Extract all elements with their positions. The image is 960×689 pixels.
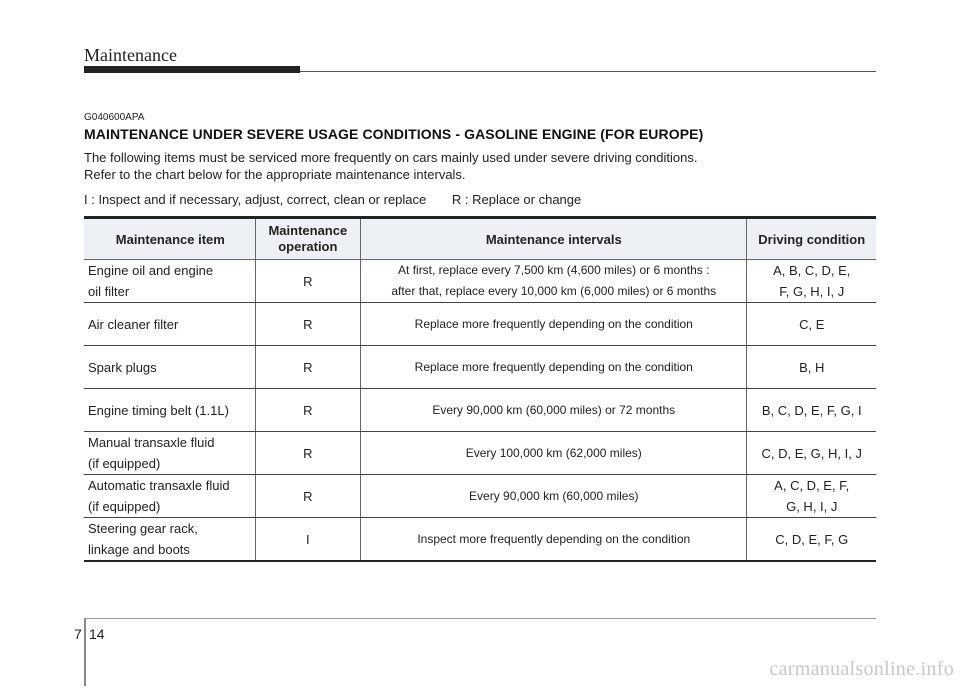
intro-line: Refer to the chart below for the appropriate maintenance intervals. (84, 167, 466, 182)
cell-item (84, 518, 255, 562)
cell-interval (361, 475, 747, 518)
cell-item (84, 475, 255, 518)
header-bar (84, 66, 300, 73)
maintenance-table (84, 216, 876, 562)
legend-inspect: I : Inspect and if necessary, adjust, correct, clean or replace (84, 192, 427, 207)
cell-condition-line: A, B, C, D, E, (773, 263, 851, 278)
cell-interval-line: At first, replace every 7,500 km (4,600 miles) or 6 months : (398, 263, 710, 277)
table-row (84, 346, 876, 389)
page-header-title: Maintenance (84, 45, 177, 65)
cell-item-line: Steering gear rack, (88, 521, 198, 536)
cell-operation: R (255, 432, 360, 475)
table-body (84, 260, 876, 562)
footer-rule (84, 618, 876, 619)
cell-interval (361, 389, 747, 432)
cell-operation: I (255, 518, 360, 562)
cell-interval (361, 518, 747, 562)
footer-divider (84, 618, 86, 686)
cell-condition-line: G, H, I, J (786, 499, 838, 514)
cell-item (84, 346, 255, 389)
cell-interval-line: Replace more frequently depending on the condition (414, 359, 693, 374)
cell-item-line: Automatic transaxle fluid (88, 478, 230, 493)
cell-operation: R (255, 346, 360, 389)
cell-condition (747, 389, 876, 432)
table-row (84, 303, 876, 346)
header-driving-condition: Driving condition (747, 218, 876, 260)
section-title: MAINTENANCE UNDER SEVERE USAGE CONDITIONS - GASOLINE ENGINE (FOR EUROPE) (84, 126, 704, 142)
cell-condition-line: A, C, D, E, F, (774, 478, 850, 493)
table-row (84, 475, 876, 518)
cell-interval (361, 432, 747, 475)
header-line: operation (278, 239, 338, 254)
cell-item (84, 432, 255, 475)
legend (84, 192, 581, 207)
cell-operation: R (255, 389, 360, 432)
header-maintenance-intervals: Maintenance intervals (361, 218, 747, 260)
cell-condition (747, 346, 876, 389)
intro-text (84, 149, 864, 183)
cell-condition-line: F, G, H, I, J (779, 284, 845, 299)
cell-item (84, 389, 255, 432)
cell-item (84, 303, 255, 346)
intro-line: The following items must be serviced more frequently on cars mainly used under severe driving conditions. (84, 150, 698, 165)
cell-item-line: linkage and boots (88, 542, 190, 557)
cell-item-line: Engine timing belt (1.1L) (88, 402, 229, 418)
legend-replace: R : Replace or change (451, 192, 582, 207)
cell-item-line: oil filter (88, 284, 130, 299)
table-row (84, 260, 876, 303)
cell-interval (361, 303, 747, 346)
table-row (84, 432, 876, 475)
cell-interval (361, 346, 747, 389)
cell-operation: R (255, 475, 360, 518)
table-row (84, 389, 876, 432)
cell-item-line: Spark plugs (88, 359, 157, 375)
table-row (84, 518, 876, 562)
cell-item-line: (if equipped) (88, 456, 161, 471)
cell-condition-line: B, C, D, E, F, G, I (761, 402, 862, 418)
cell-condition-line: C, D, E, G, H, I, J (761, 445, 862, 461)
cell-operation: R (255, 260, 360, 303)
cell-item-line: (if equipped) (88, 499, 161, 514)
cell-interval (361, 260, 747, 303)
section-code: G040600APA (84, 112, 145, 123)
cell-condition-line: C, D, E, F, G (775, 531, 849, 547)
header-maintenance-item: Maintenance item (84, 218, 255, 260)
cell-condition (747, 260, 876, 303)
header-rule (300, 71, 876, 72)
header-line: Maintenance (268, 223, 348, 238)
cell-item-line: Air cleaner filter (88, 316, 179, 332)
cell-operation: R (255, 303, 360, 346)
table-header-row (84, 218, 876, 260)
cell-item-line: Manual transaxle fluid (88, 435, 215, 450)
cell-condition (747, 518, 876, 562)
cell-interval-line: Every 100,000 km (62,000 miles) (465, 445, 642, 460)
page-number: 14 (89, 626, 105, 642)
header-maintenance-operation (255, 218, 360, 260)
cell-condition-line: C, E (799, 316, 825, 332)
cell-condition-line: B, H (799, 359, 825, 375)
cell-interval-line: after that, replace every 10,000 km (6,000 miles) or 6 months (391, 284, 717, 298)
cell-interval-line: Inspect more frequently depending on the condition (417, 531, 691, 546)
cell-interval-line: Every 90,000 km (60,000 miles) or 72 months (432, 402, 676, 417)
cell-item-line: Engine oil and engine (88, 263, 214, 278)
cell-condition (747, 432, 876, 475)
cell-item (84, 260, 255, 303)
chapter-number: 7 (74, 626, 82, 642)
cell-interval-line: Replace more frequently depending on the condition (414, 316, 693, 331)
cell-condition (747, 475, 876, 518)
cell-condition (747, 303, 876, 346)
watermark: carmanualsonline.info (769, 658, 954, 680)
cell-interval-line: Every 90,000 km (60,000 miles) (469, 488, 639, 503)
